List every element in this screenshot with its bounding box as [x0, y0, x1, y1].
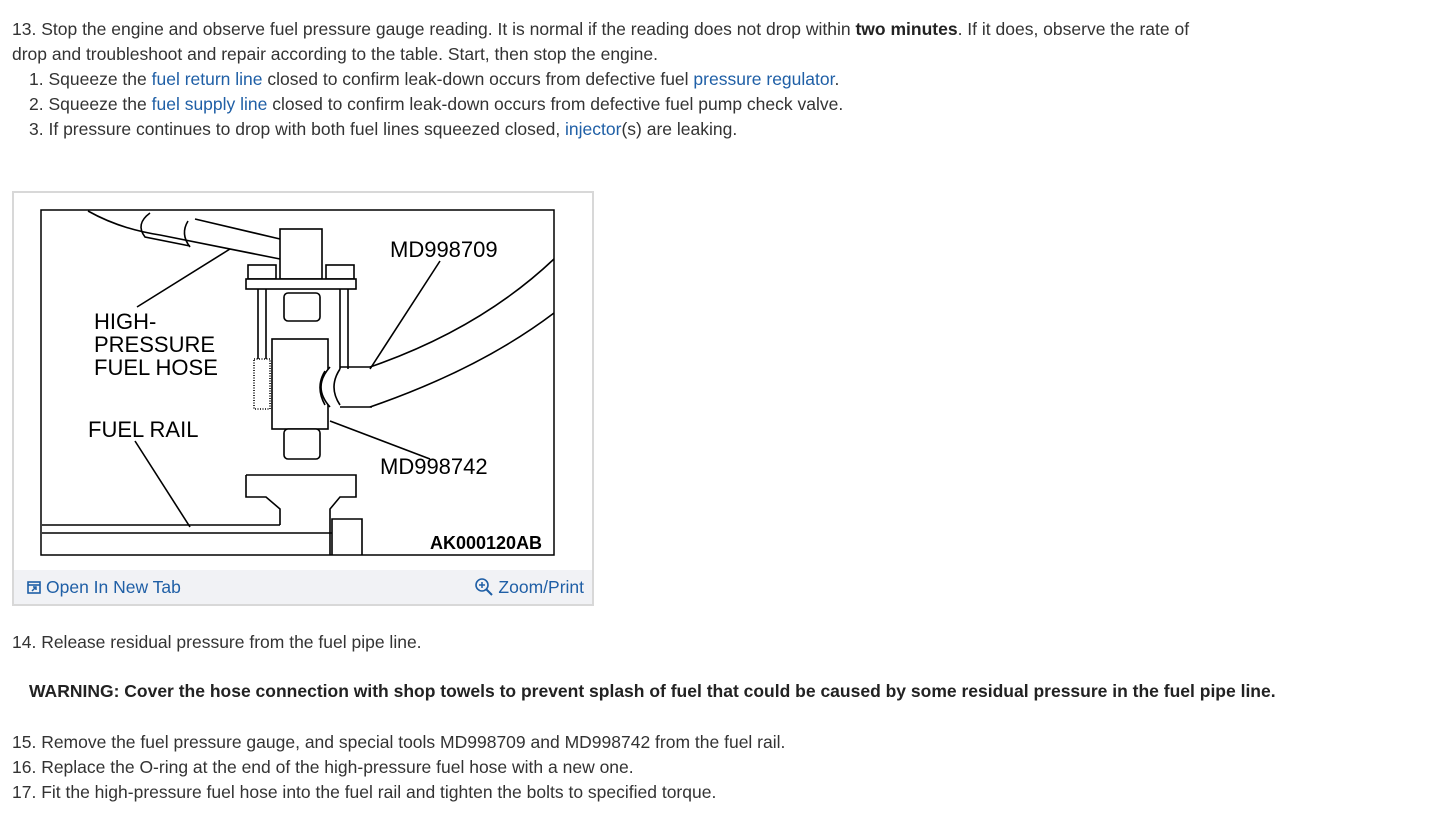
clamp-plate: [246, 279, 356, 289]
warning-text: WARNING: Cover the hose connection with shop towels to prevent splash of fuel that could be caused by some residual pressure in the fuel pipe line.: [29, 681, 1276, 701]
zoom-in-icon: [474, 577, 494, 597]
substep-2: 2. Squeeze the fuel supply line closed to confirm leak-down occurs from defective fuel pump check valve.: [29, 94, 844, 114]
open-new-tab-icon: [26, 579, 42, 595]
fuel-return-line-link[interactable]: fuel return line: [151, 69, 263, 89]
tool-top-block: [280, 229, 322, 279]
substep-3: 3. If pressure continues to drop with both fuel lines squeezed closed, injector(s) are leaking.: [29, 119, 738, 139]
fuel-pressure-diagram: [40, 209, 556, 557]
step-17: 17. Fit the high-pressure fuel hose into the fuel rail and tighten the bolts to specified torque.: [12, 782, 717, 802]
figure-code: AK000120AB: [430, 533, 543, 553]
emphasis-two-minutes: two minutes: [855, 19, 958, 39]
figure-footer: [14, 570, 592, 604]
step-16: 16. Replace the O-ring at the end of the high-pressure fuel hose with a new one.: [12, 757, 634, 777]
label-pressure: PRESSURE: [94, 332, 216, 357]
leader-fuel-rail: [135, 441, 190, 527]
fuel-rail-body: [246, 475, 356, 555]
leader-tool1: [370, 261, 440, 369]
leader-high-pressure: [137, 249, 230, 307]
label-fuel-hose: FUEL HOSE: [94, 355, 218, 380]
step-15: 15. Remove the fuel pressure gauge, and special tools MD998709 and MD998742 from the fuel rail.: [12, 732, 786, 752]
figure-panel: [12, 191, 594, 606]
right-hose-upper: [370, 259, 554, 367]
open-in-new-tab-button[interactable]: Open In New Tab: [26, 577, 181, 598]
step-13: 13. Stop the engine and observe fuel pressure gauge reading. It is normal if the reading does not drop within two minutes. If it does, observe the rate of: [12, 19, 1190, 39]
step-14: 14. Release residual pressure from the fuel pipe line.: [12, 632, 422, 652]
pressure-regulator-link[interactable]: pressure regulator: [693, 69, 835, 89]
label-md998709: MD998709: [390, 237, 498, 262]
zoom-print-button[interactable]: Zoom/Print: [474, 577, 584, 598]
upper-hose-end: [141, 213, 190, 246]
label-md998742: MD998742: [380, 454, 488, 479]
label-fuel-rail: FUEL RAIL: [88, 417, 199, 442]
step-13-line2: drop and troubleshoot and repair according to the table. Start, then stop the engine.: [12, 44, 658, 64]
fuel-supply-line-link[interactable]: fuel supply line: [151, 94, 268, 114]
injector-link[interactable]: injector: [565, 119, 622, 139]
substep-1: 1. Squeeze the fuel return line closed to confirm leak-down occurs from defective fuel pressure regulator.: [29, 69, 840, 89]
label-high: HIGH-: [94, 309, 157, 334]
